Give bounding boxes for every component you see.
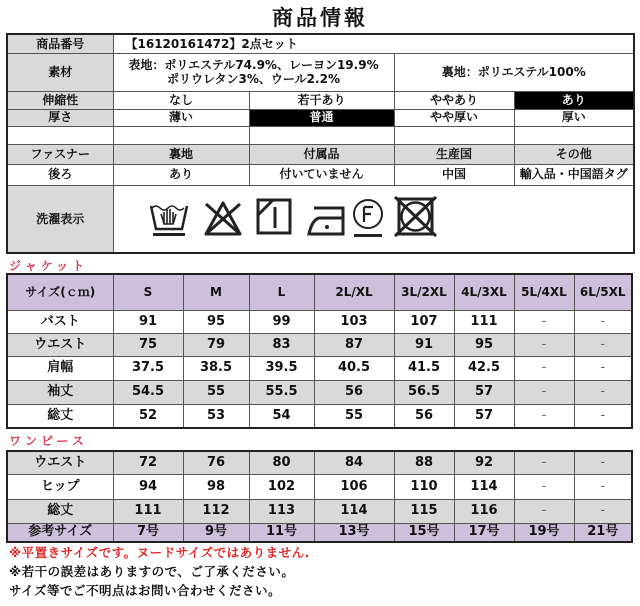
cell: 57: [454, 404, 514, 428]
table-row: [7, 380, 632, 404]
reference-size: 11号: [249, 523, 314, 542]
stretch-label: 伸縮性: [7, 91, 113, 109]
cell: 40.5: [314, 356, 394, 380]
cell: -: [514, 310, 574, 333]
cell: 98: [183, 474, 249, 499]
blank-cell: [514, 126, 634, 144]
care-row: [7, 185, 634, 253]
lining-label: 裏地: [113, 144, 249, 164]
care-label: 洗濯表示: [7, 185, 113, 253]
cell: -: [574, 404, 632, 428]
cell: 76: [183, 451, 249, 474]
cell: -: [574, 356, 632, 380]
cell: 92: [454, 451, 514, 474]
table-row: [7, 310, 632, 333]
note-tolerance: ※若干の誤差はありますので、ご了承ください。: [9, 564, 295, 579]
cell: -: [514, 333, 574, 356]
cell: 55: [314, 404, 394, 428]
blank-cell: [249, 126, 394, 144]
cell: 55: [183, 380, 249, 404]
cell: 42.5: [454, 356, 514, 380]
line-dry-shade-icon: [256, 198, 292, 236]
dry-clean-f-icon: [351, 197, 385, 239]
cell: -: [514, 404, 574, 428]
other-label: その他: [514, 144, 634, 164]
cell: 37.5: [113, 356, 183, 380]
cell: -: [574, 310, 632, 333]
cell: 103: [314, 310, 394, 333]
details-header-row: [7, 144, 634, 164]
cell: 94: [113, 474, 183, 499]
cell: 83: [249, 333, 314, 356]
row-label: バスト: [7, 310, 113, 333]
cell: 55.5: [249, 380, 314, 404]
thickness-row: [7, 109, 634, 126]
table-row: [7, 333, 632, 356]
row-label: 総丈: [7, 499, 113, 523]
thickness-option-thin: 薄い: [113, 109, 249, 126]
reference-size: 17号: [454, 523, 514, 542]
cell: 80: [249, 451, 314, 474]
iron-low-icon: [306, 205, 348, 237]
cell: 113: [249, 499, 314, 523]
cell: 91: [394, 333, 454, 356]
accessories-value: 付いていません: [249, 164, 394, 185]
table-row: [7, 474, 632, 499]
cell: 52: [113, 404, 183, 428]
reference-size: 9号: [183, 523, 249, 542]
row-label: 袖丈: [7, 380, 113, 404]
cell: 56: [314, 380, 394, 404]
blank-row: [7, 126, 634, 144]
material-outer-fabric: [113, 53, 394, 91]
cell: 112: [183, 499, 249, 523]
cell: 106: [314, 474, 394, 499]
thickness-label: 厚さ: [7, 109, 113, 126]
zipper-label: ファスナー: [7, 144, 113, 164]
other-value: 輸入品・中国語タグ: [514, 164, 634, 185]
size-header: 6L/5XL: [574, 274, 632, 310]
note-flat-measurement: ※平置きサイズです。ヌードサイズではありません.: [9, 545, 310, 560]
cell: 79: [183, 333, 249, 356]
cell: 95: [183, 310, 249, 333]
row-label: ウエスト: [7, 451, 113, 474]
cell: 111: [113, 499, 183, 523]
thickness-option-slightly-thick: やや厚い: [394, 109, 514, 126]
page-title: 商品情報: [272, 6, 368, 30]
row-label: 肩幅: [7, 356, 113, 380]
jacket-size-table: [6, 273, 633, 429]
cell: 41.5: [394, 356, 454, 380]
size-header: 2L/XL: [314, 274, 394, 310]
cell: 107: [394, 310, 454, 333]
jacket-header-row: [7, 274, 632, 310]
thickness-option-normal-selected: 普通: [249, 109, 394, 126]
reference-size: 15号: [394, 523, 454, 542]
lining-value: あり: [113, 164, 249, 185]
stretch-option-slight: 若干あり: [249, 91, 394, 109]
size-header: S: [113, 274, 183, 310]
material-outer-line1: 表地：ポリエステル74.9%、レーヨン19.9%: [128, 57, 379, 72]
size-header: 5L/4XL: [514, 274, 574, 310]
onepiece-section-label: ワンピース: [9, 434, 88, 448]
cell: 38.5: [183, 356, 249, 380]
reference-size-label: 参考サイズ: [7, 523, 113, 542]
material-row: [7, 53, 634, 91]
material-outer-line2: ポリウレタン3%、ウール2.2%: [167, 72, 340, 86]
size-header: L: [249, 274, 314, 310]
cell: 111: [454, 310, 514, 333]
no-tumble-dry-icon: [394, 196, 438, 238]
cell: 110: [394, 474, 454, 499]
reference-size: 19号: [514, 523, 574, 542]
reference-size: 13号: [314, 523, 394, 542]
onepiece-size-table: [6, 450, 633, 543]
cell: 87: [314, 333, 394, 356]
cell: -: [574, 333, 632, 356]
cell: 102: [249, 474, 314, 499]
cell: 53: [183, 404, 249, 428]
cell: 95: [454, 333, 514, 356]
product-number-row: [7, 34, 634, 53]
origin-label: 生産国: [394, 144, 514, 164]
material-lining: 裏地：ポリエステル100%: [394, 53, 634, 91]
size-header: 4L/3XL: [454, 274, 514, 310]
hand-wash-icon: [149, 198, 189, 238]
care-symbols: [113, 185, 634, 253]
cell: 91: [113, 310, 183, 333]
table-row: [7, 356, 632, 380]
table-row: [7, 404, 632, 428]
cell: 99: [249, 310, 314, 333]
reference-size: 21号: [574, 523, 632, 542]
cell: -: [574, 451, 632, 474]
product-number-value: 【16120161472】2点セット: [113, 34, 634, 53]
origin-value: 中国: [394, 164, 514, 185]
cell: 88: [394, 451, 454, 474]
blank-cell: [113, 126, 249, 144]
size-header: 3L/2XL: [394, 274, 454, 310]
thickness-option-thick: 厚い: [514, 109, 634, 126]
cell: 57: [454, 380, 514, 404]
cell: -: [514, 356, 574, 380]
cell: -: [514, 451, 574, 474]
cell: 54.5: [113, 380, 183, 404]
cell: -: [514, 380, 574, 404]
size-header-label: サイズ(ｃｍ): [7, 274, 113, 310]
table-row: [7, 499, 632, 523]
reference-size: 7号: [113, 523, 183, 542]
cell: 116: [454, 499, 514, 523]
row-label: ヒップ: [7, 474, 113, 499]
cell: 56: [394, 404, 454, 428]
row-label: ウエスト: [7, 333, 113, 356]
cell: 56.5: [394, 380, 454, 404]
cell: 75: [113, 333, 183, 356]
zipper-value: 後ろ: [7, 164, 113, 185]
cell: -: [574, 474, 632, 499]
cell: 54: [249, 404, 314, 428]
cell: 72: [113, 451, 183, 474]
blank-cell: [394, 126, 514, 144]
table-row: [7, 451, 632, 474]
product-number-label: 商品番号: [7, 34, 113, 53]
stretch-option-none: なし: [113, 91, 249, 109]
no-bleach-icon: [204, 200, 242, 238]
cell: 39.5: [249, 356, 314, 380]
cell: 114: [454, 474, 514, 499]
cell: 114: [314, 499, 394, 523]
cell: 115: [394, 499, 454, 523]
details-value-row: [7, 164, 634, 185]
cell: 84: [314, 451, 394, 474]
product-info-table: [6, 33, 635, 254]
cell: -: [514, 499, 574, 523]
material-label: 素材: [7, 53, 113, 91]
cell: -: [574, 380, 632, 404]
cell: -: [514, 474, 574, 499]
reference-size-row: [7, 523, 632, 542]
stretch-option-yes-selected: あり: [514, 91, 634, 109]
cell: -: [574, 499, 632, 523]
accessories-label: 付属品: [249, 144, 394, 164]
jacket-section-label: ジャケット: [9, 259, 89, 273]
stretch-row: [7, 91, 634, 109]
blank-cell: [7, 126, 113, 144]
stretch-option-some: ややあり: [394, 91, 514, 109]
row-label: 総丈: [7, 404, 113, 428]
note-contact: サイズ等でご不明点はお問い合わせください。: [9, 583, 282, 598]
size-header: M: [183, 274, 249, 310]
